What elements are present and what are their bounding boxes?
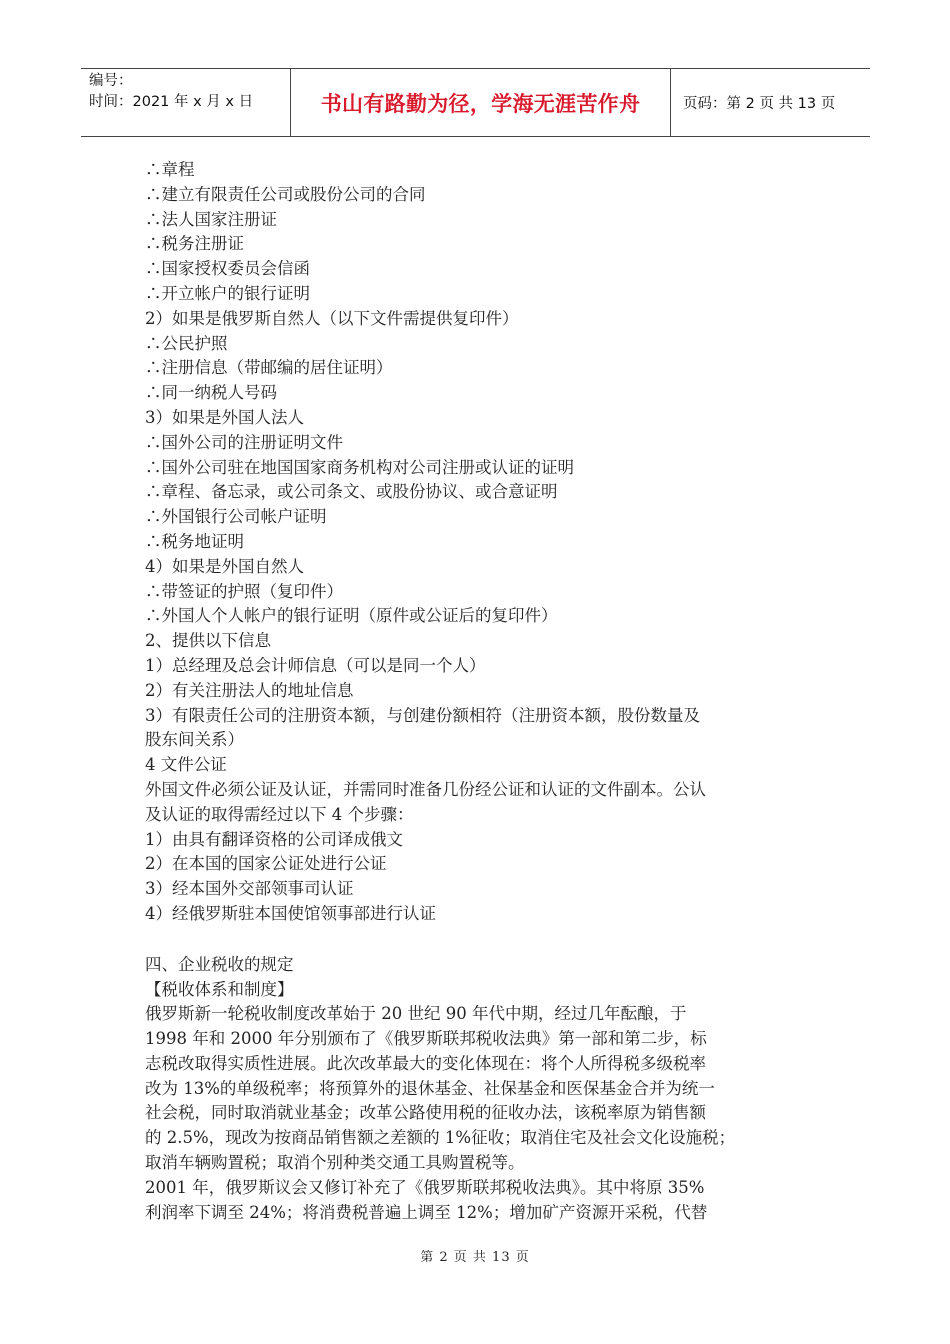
text-line: 1998 年和 2000 年分别颁布了《俄罗斯联邦税收法典》第一部和第二步，标 (145, 1029, 707, 1049)
header-page-info-cell (671, 69, 870, 136)
text-line: ∴国家授权委员会信函 (145, 259, 310, 279)
text-line: ∴建立有限责任公司或股份公司的合同 (145, 184, 426, 204)
text-line: 的 2.5%，现改为按商品销售额之差额的 1%征收；取消住宅及社会文化设施税； (145, 1128, 736, 1148)
text-line: 3）如果是外国人法人 (145, 407, 304, 427)
text-line: 及认证的取得需经过以下 4 个步骤： (145, 804, 414, 824)
text-line: 2）如果是俄罗斯自然人（以下文件需提供复印件） (145, 308, 519, 328)
text-line: ∴法人国家注册证 (145, 209, 277, 229)
text-line: ∴税务地证明 (145, 531, 244, 551)
text-line: 社会税，同时取消就业基金；改革公路使用税的征收办法，该税率原为销售额 (145, 1103, 706, 1123)
text-line: 3）经本国外交部领事司认证 (145, 879, 354, 899)
text-line: ∴国外公司驻在地国国家商务机构对公司注册或认证的证明 (145, 457, 574, 477)
page-footer: 第 2 页 共 13 页 (420, 1250, 530, 1265)
text-line: ∴带签证的护照（复印件） (145, 581, 343, 601)
blank-line (145, 927, 805, 953)
text-line: 外国文件必须公证及认证，并需同时准备几份经公证和认证的文件副本。公认 (145, 779, 706, 799)
text-line: ∴同一纳税人号码 (145, 383, 277, 403)
text-line: 2）有关注册法人的地址信息 (145, 680, 354, 700)
text-line: 利润率下调至 24%；将消费税普遍上调至 12%；增加矿产资源开采税，代替 (145, 1202, 708, 1222)
text-line: 志税改取得实质性进展。此次改革最大的变化体现在：将个人所得税多级税率 (145, 1053, 706, 1073)
text-line: 2）在本国的国家公证处进行公证 (145, 854, 387, 874)
text-line: 1）总经理及总会计师信息（可以是同一个人） (145, 655, 486, 675)
text-line: ∴国外公司的注册证明文件 (145, 432, 343, 452)
header-meta (81, 69, 291, 136)
text-line: ∴章程、备忘录，或公司条文、或股份协议、或合意证明 (145, 482, 558, 502)
text-line: 【税收体系和制度】 (145, 979, 294, 999)
document-body (145, 158, 805, 1225)
text-line: 4 文件公证 (145, 755, 227, 775)
text-line: ∴开立帐户的银行证明 (145, 283, 310, 303)
header-motto-cell (291, 69, 671, 136)
text-line: ∴注册信息（带邮编的居住证明） (145, 358, 393, 378)
header-motto: 书山有路勤为径，学海无涯苦作舟 (320, 91, 641, 116)
text-line: 3）有限责任公司的注册资本额，与创建份额相符（注册资本额，股份数量及 (145, 705, 700, 725)
header-date: 时间：2021 年 x 月 x 日 (89, 94, 254, 110)
text-line: 俄罗斯新一轮税收制度改革始于 20 世纪 90 年代中期，经过几年酝酿，于 (145, 1004, 687, 1024)
text-line: 4）如果是外国自然人 (145, 556, 304, 576)
text-line: 4）经俄罗斯驻本国使馆领事部进行认证 (145, 903, 436, 923)
text-line: 四、企业税收的规定 (145, 954, 294, 974)
text-line: ∴外国银行公司帐户证明 (145, 507, 327, 527)
text-line: 取消车辆购置税；取消个别种类交通工具购置税等。 (145, 1153, 525, 1173)
text-line: ∴税务注册证 (145, 234, 244, 254)
text-line: 股东间关系） (145, 730, 244, 750)
text-line: ∴外国人个人帐户的银行证明（原件或公证后的复印件） (145, 606, 558, 626)
text-line: 2、提供以下信息 (145, 631, 271, 651)
text-line: ∴章程 (145, 160, 195, 179)
text-line: 2001 年，俄罗斯议会又修订补充了《俄罗斯联邦税收法典》。其中将原 35% (145, 1177, 705, 1197)
page-header (81, 68, 870, 137)
text-line: 改为 13%的单级税率；将预算外的退休基金、社保基金和医保基金合并为统一 (145, 1078, 715, 1098)
header-number: 编号： (89, 73, 133, 89)
text-line: 1）由具有翻译资格的公司译成俄文 (145, 829, 403, 849)
text-line: ∴公民护照 (145, 333, 228, 353)
header-page-info: 页码：第 2 页 共 13 页 (683, 96, 836, 112)
